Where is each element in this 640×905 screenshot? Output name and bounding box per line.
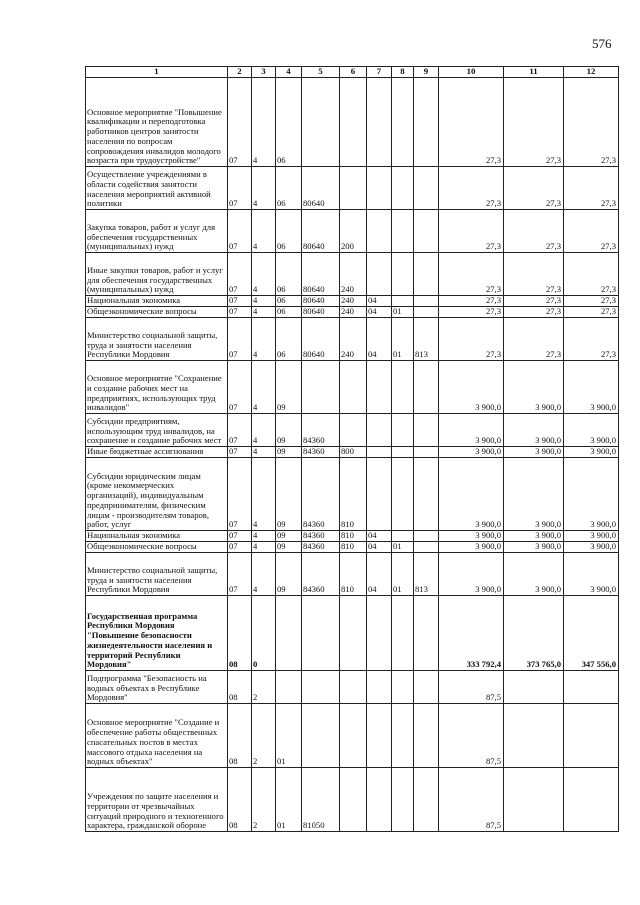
- column-header: 12: [564, 67, 619, 78]
- cell-c7: 04: [367, 318, 392, 361]
- column-header: 11: [504, 67, 564, 78]
- table-body: [86, 78, 619, 832]
- cell-c8: [392, 167, 414, 210]
- cell-c8: 01: [392, 553, 414, 596]
- cell-c5: 84360: [302, 531, 340, 542]
- cell-c4: 09: [276, 414, 302, 447]
- table-row: [86, 768, 619, 832]
- cell-c5: 84360: [302, 447, 340, 458]
- cell-c2: 07: [228, 210, 252, 253]
- table-row: [86, 414, 619, 447]
- cell-c11: 27,3: [504, 78, 564, 167]
- cell-c6: 240: [340, 253, 367, 296]
- cell-c5: 84360: [302, 458, 340, 531]
- cell-c2: 07: [228, 414, 252, 447]
- cell-c6: [340, 414, 367, 447]
- cell-c4: 09: [276, 361, 302, 414]
- cell-c10: 3 900,0: [439, 553, 504, 596]
- cell-c9: [414, 704, 439, 768]
- cell-c10: 87,5: [439, 768, 504, 832]
- cell-c5: 80640: [302, 296, 340, 307]
- cell-c3: 4: [252, 167, 276, 210]
- cell-c10: 3 900,0: [439, 542, 504, 553]
- cell-c12: 3 900,0: [564, 414, 619, 447]
- cell-c4: 09: [276, 542, 302, 553]
- cell-c2: 07: [228, 307, 252, 318]
- cell-c4: 06: [276, 253, 302, 296]
- cell-c10: 27,3: [439, 296, 504, 307]
- cell-c6: 810: [340, 458, 367, 531]
- row-description: Субсидии юридическим лицам (кроме некоммерческих организаций), индивидуальным предпринимателям, физическим лицам - производителям товаров, работ, услуг: [86, 458, 228, 531]
- cell-c10: 27,3: [439, 307, 504, 318]
- cell-c5: 80640: [302, 167, 340, 210]
- cell-c8: [392, 531, 414, 542]
- cell-c7: [367, 414, 392, 447]
- cell-c10: 27,3: [439, 318, 504, 361]
- cell-c7: [367, 458, 392, 531]
- cell-c9: [414, 296, 439, 307]
- page-number: 576: [592, 36, 612, 51]
- cell-c8: [392, 210, 414, 253]
- row-description: Иные бюджетные ассигнования: [86, 447, 228, 458]
- cell-c12: 3 900,0: [564, 542, 619, 553]
- cell-c12: 27,3: [564, 167, 619, 210]
- cell-c2: 07: [228, 542, 252, 553]
- cell-c5: 80640: [302, 210, 340, 253]
- table-row: [86, 458, 619, 531]
- cell-c12: 3 900,0: [564, 447, 619, 458]
- cell-c5: [302, 78, 340, 167]
- cell-c9: [414, 542, 439, 553]
- cell-c12: [564, 704, 619, 768]
- cell-c4: [276, 596, 302, 671]
- cell-c3: 4: [252, 414, 276, 447]
- column-header: 3: [252, 67, 276, 78]
- cell-c8: [392, 768, 414, 832]
- row-description: Министерство социальной защиты, труда и занятости населения Республики Мордовия: [86, 553, 228, 596]
- cell-c3: 0: [252, 596, 276, 671]
- table-row: [86, 671, 619, 704]
- cell-c6: 810: [340, 531, 367, 542]
- cell-c5: 80640: [302, 253, 340, 296]
- cell-c7: 04: [367, 307, 392, 318]
- cell-c10: 333 792,4: [439, 596, 504, 671]
- column-header: 4: [276, 67, 302, 78]
- cell-c7: [367, 361, 392, 414]
- cell-c11: [504, 704, 564, 768]
- cell-c11: 27,3: [504, 318, 564, 361]
- cell-c7: 04: [367, 296, 392, 307]
- cell-c6: [340, 671, 367, 704]
- cell-c6: 240: [340, 318, 367, 361]
- cell-c10: 3 900,0: [439, 414, 504, 447]
- cell-c6: [340, 704, 367, 768]
- cell-c6: [340, 361, 367, 414]
- cell-c12: [564, 768, 619, 832]
- column-header: 1: [86, 67, 228, 78]
- cell-c9: [414, 414, 439, 447]
- column-header: 5: [302, 67, 340, 78]
- table-row: [86, 78, 619, 167]
- cell-c8: [392, 596, 414, 671]
- cell-c8: [392, 671, 414, 704]
- cell-c3: 4: [252, 307, 276, 318]
- cell-c11: 3 900,0: [504, 542, 564, 553]
- cell-c4: 01: [276, 704, 302, 768]
- cell-c2: 07: [228, 78, 252, 167]
- cell-c11: 3 900,0: [504, 361, 564, 414]
- cell-c10: 27,3: [439, 78, 504, 167]
- cell-c3: 4: [252, 210, 276, 253]
- table-row: [86, 318, 619, 361]
- table-row: [86, 307, 619, 318]
- cell-c2: 07: [228, 296, 252, 307]
- cell-c9: [414, 361, 439, 414]
- table-row: [86, 553, 619, 596]
- row-description: Основное мероприятие "Сохранение и создание рабочих мест на предприятиях, использующих труд инвалидов": [86, 361, 228, 414]
- cell-c12: 27,3: [564, 210, 619, 253]
- column-header: 8: [392, 67, 414, 78]
- cell-c10: 27,3: [439, 253, 504, 296]
- cell-c6: [340, 78, 367, 167]
- cell-c8: 01: [392, 542, 414, 553]
- cell-c8: [392, 414, 414, 447]
- table-row: [86, 253, 619, 296]
- row-description: Министерство социальной защиты, труда и занятости населения Республики Мордовия: [86, 318, 228, 361]
- cell-c12: 27,3: [564, 307, 619, 318]
- cell-c6: 240: [340, 307, 367, 318]
- cell-c11: 3 900,0: [504, 414, 564, 447]
- cell-c12: 27,3: [564, 78, 619, 167]
- cell-c3: 4: [252, 458, 276, 531]
- cell-c11: [504, 768, 564, 832]
- row-description: Осуществление учреждениями в области содействия занятости населения мероприятий активной политики: [86, 167, 228, 210]
- cell-c10: 3 900,0: [439, 458, 504, 531]
- cell-c9: [414, 447, 439, 458]
- cell-c3: 4: [252, 253, 276, 296]
- cell-c11: 3 900,0: [504, 553, 564, 596]
- cell-c3: 4: [252, 542, 276, 553]
- cell-c3: 4: [252, 361, 276, 414]
- cell-c10: 87,5: [439, 704, 504, 768]
- cell-c9: [414, 458, 439, 531]
- cell-c2: 07: [228, 318, 252, 361]
- cell-c12: 3 900,0: [564, 361, 619, 414]
- cell-c4: 09: [276, 553, 302, 596]
- cell-c6: 810: [340, 542, 367, 553]
- cell-c12: 347 556,0: [564, 596, 619, 671]
- row-description: Государственная программа Республики Мордовия "Повышение безопасности жизнедеятельности населения и территорий Республики Мордовия": [86, 596, 228, 671]
- cell-c7: [367, 704, 392, 768]
- cell-c9: [414, 253, 439, 296]
- cell-c4: 01: [276, 768, 302, 832]
- cell-c8: [392, 704, 414, 768]
- row-description: Субсидии предприятиям, использующим труд инвалидов, на сохранение и создание рабочих мест: [86, 414, 228, 447]
- cell-c9: 813: [414, 318, 439, 361]
- cell-c2: 07: [228, 447, 252, 458]
- cell-c3: 2: [252, 768, 276, 832]
- cell-c12: 27,3: [564, 296, 619, 307]
- cell-c2: 07: [228, 167, 252, 210]
- cell-c7: [367, 210, 392, 253]
- cell-c8: 01: [392, 307, 414, 318]
- cell-c7: [367, 167, 392, 210]
- cell-c10: 3 900,0: [439, 361, 504, 414]
- table-row: [86, 531, 619, 542]
- cell-c6: [340, 596, 367, 671]
- cell-c2: 08: [228, 671, 252, 704]
- cell-c4: 06: [276, 296, 302, 307]
- cell-c5: [302, 671, 340, 704]
- cell-c9: [414, 210, 439, 253]
- row-description: Основное мероприятие "Создание и обеспечение работы общественных спасательных постов в местах массового отдыха населения на водных объектах": [86, 704, 228, 768]
- cell-c3: 4: [252, 553, 276, 596]
- cell-c6: 810: [340, 553, 367, 596]
- cell-c12: [564, 671, 619, 704]
- column-header: 7: [367, 67, 392, 78]
- row-description: Закупка товаров, работ и услуг для обеспечения государственных (муниципальных) нужд: [86, 210, 228, 253]
- cell-c8: [392, 296, 414, 307]
- cell-c3: 2: [252, 671, 276, 704]
- cell-c8: 01: [392, 318, 414, 361]
- cell-c8: [392, 78, 414, 167]
- cell-c7: [367, 671, 392, 704]
- table-row: [86, 542, 619, 553]
- cell-c4: 09: [276, 447, 302, 458]
- cell-c8: [392, 253, 414, 296]
- cell-c10: 3 900,0: [439, 531, 504, 542]
- cell-c3: 2: [252, 704, 276, 768]
- cell-c7: 04: [367, 531, 392, 542]
- cell-c9: [414, 78, 439, 167]
- cell-c5: 81050: [302, 768, 340, 832]
- cell-c5: 84360: [302, 553, 340, 596]
- row-description: Учреждения по защите населения и территории от чрезвычайных ситуаций природного и техногенного характера, гражданской обороне: [86, 768, 228, 832]
- table-row: [86, 167, 619, 210]
- cell-c5: [302, 596, 340, 671]
- cell-c6: [340, 167, 367, 210]
- cell-c5: 80640: [302, 307, 340, 318]
- cell-c7: 04: [367, 553, 392, 596]
- cell-c4: 09: [276, 531, 302, 542]
- row-description: Общеэкономические вопросы: [86, 307, 228, 318]
- cell-c7: [367, 768, 392, 832]
- cell-c2: 07: [228, 458, 252, 531]
- cell-c4: [276, 671, 302, 704]
- cell-c2: 07: [228, 361, 252, 414]
- cell-c4: 06: [276, 167, 302, 210]
- cell-c4: 06: [276, 307, 302, 318]
- cell-c4: 09: [276, 458, 302, 531]
- cell-c2: 08: [228, 596, 252, 671]
- cell-c10: 27,3: [439, 167, 504, 210]
- cell-c12: 3 900,0: [564, 531, 619, 542]
- cell-c11: 27,3: [504, 307, 564, 318]
- cell-c7: [367, 78, 392, 167]
- column-header: 10: [439, 67, 504, 78]
- row-description: Общеэкономические вопросы: [86, 542, 228, 553]
- cell-c10: 87,5: [439, 671, 504, 704]
- cell-c9: [414, 671, 439, 704]
- cell-c3: 4: [252, 78, 276, 167]
- cell-c11: [504, 671, 564, 704]
- row-description: Иные закупки товаров, работ и услуг для обеспечения государственных (муниципальных) нужд: [86, 253, 228, 296]
- cell-c6: 200: [340, 210, 367, 253]
- budget-table: [85, 66, 619, 832]
- cell-c7: 04: [367, 542, 392, 553]
- cell-c11: 3 900,0: [504, 447, 564, 458]
- cell-c12: 3 900,0: [564, 553, 619, 596]
- row-description: Национальная экономика: [86, 296, 228, 307]
- cell-c3: 4: [252, 447, 276, 458]
- cell-c5: 84360: [302, 542, 340, 553]
- cell-c10: 3 900,0: [439, 447, 504, 458]
- cell-c6: [340, 768, 367, 832]
- cell-c9: [414, 307, 439, 318]
- cell-c11: 373 765,0: [504, 596, 564, 671]
- column-header: 6: [340, 67, 367, 78]
- cell-c11: 27,3: [504, 253, 564, 296]
- cell-c8: [392, 458, 414, 531]
- cell-c9: [414, 167, 439, 210]
- cell-c10: 27,3: [439, 210, 504, 253]
- table-row: [86, 596, 619, 671]
- cell-c2: 07: [228, 531, 252, 542]
- table-row: [86, 210, 619, 253]
- cell-c11: 27,3: [504, 210, 564, 253]
- row-description: Национальная экономика: [86, 531, 228, 542]
- cell-c11: 27,3: [504, 167, 564, 210]
- cell-c5: 80640: [302, 318, 340, 361]
- cell-c11: 27,3: [504, 296, 564, 307]
- cell-c3: 4: [252, 318, 276, 361]
- table-row: [86, 704, 619, 768]
- cell-c5: [302, 361, 340, 414]
- cell-c9: [414, 596, 439, 671]
- table-row: [86, 447, 619, 458]
- cell-c2: 08: [228, 704, 252, 768]
- cell-c9: [414, 768, 439, 832]
- cell-c4: 06: [276, 318, 302, 361]
- cell-c12: 3 900,0: [564, 458, 619, 531]
- cell-c5: [302, 704, 340, 768]
- cell-c9: 813: [414, 553, 439, 596]
- cell-c7: [367, 447, 392, 458]
- cell-c6: 800: [340, 447, 367, 458]
- cell-c2: 07: [228, 553, 252, 596]
- cell-c2: 08: [228, 768, 252, 832]
- row-description: Подпрограмма "Безопасность на водных объектах в Республике Мордовия": [86, 671, 228, 704]
- cell-c4: 06: [276, 78, 302, 167]
- cell-c12: 27,3: [564, 318, 619, 361]
- cell-c3: 4: [252, 296, 276, 307]
- cell-c9: [414, 531, 439, 542]
- table-row: [86, 296, 619, 307]
- cell-c11: 3 900,0: [504, 531, 564, 542]
- cell-c11: 3 900,0: [504, 458, 564, 531]
- cell-c12: 27,3: [564, 253, 619, 296]
- cell-c3: 4: [252, 531, 276, 542]
- table-header-row: [86, 67, 619, 78]
- cell-c7: [367, 596, 392, 671]
- column-header: 2: [228, 67, 252, 78]
- cell-c4: 06: [276, 210, 302, 253]
- table-row: [86, 361, 619, 414]
- cell-c8: [392, 361, 414, 414]
- cell-c2: 07: [228, 253, 252, 296]
- row-description: Основное мероприятие "Повышение квалификации и переподготовка работников центров занятости населения по вопросам сопровождения инвалидов молодого возраста при трудоустройстве": [86, 78, 228, 167]
- column-header: 9: [414, 67, 439, 78]
- cell-c8: [392, 447, 414, 458]
- cell-c7: [367, 253, 392, 296]
- cell-c6: 240: [340, 296, 367, 307]
- cell-c5: 84360: [302, 414, 340, 447]
